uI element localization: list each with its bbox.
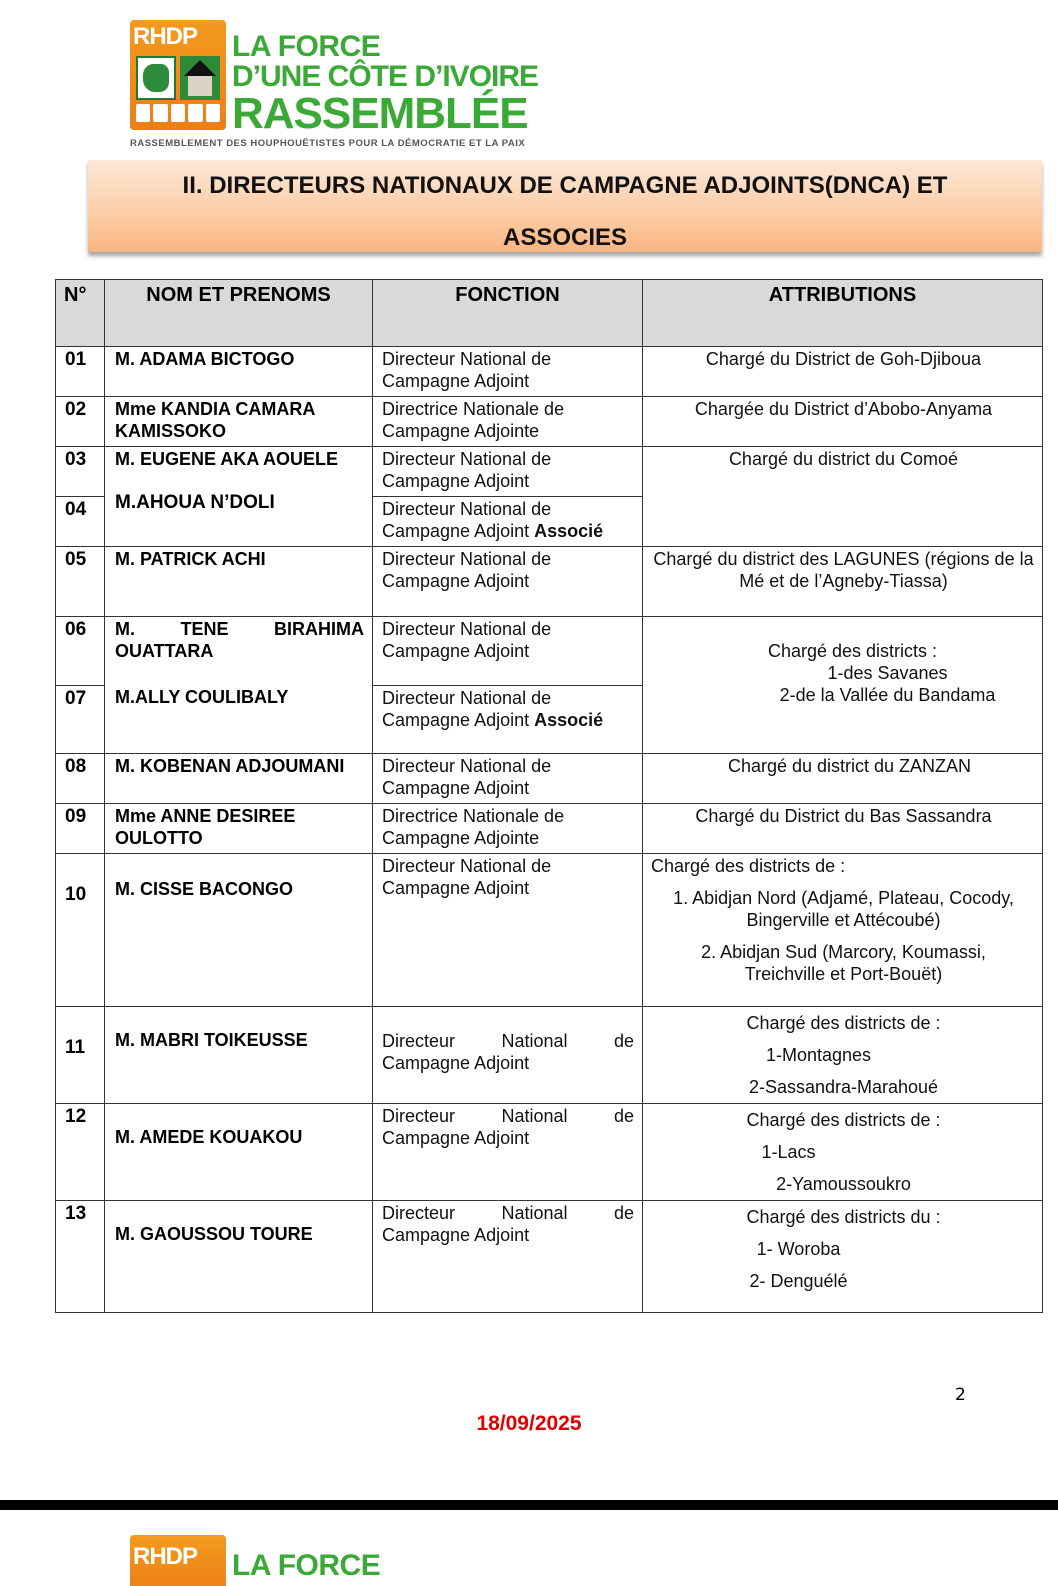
function-line: Campagne Adjoint	[382, 1225, 530, 1245]
function-line: Campagne Adjointe	[382, 421, 540, 441]
function-associate: Associé	[534, 710, 604, 730]
row-attribution	[643, 447, 1043, 547]
function-line: Campagne Adjoint	[382, 1053, 530, 1073]
party-emblems-icon	[136, 104, 220, 122]
function-line: Directeur National de	[382, 349, 552, 369]
function-line: Directeur National de	[382, 1106, 634, 1126]
row-number: 01	[56, 347, 105, 397]
attribution-line: 2-de la Vallée du Bandama	[779, 685, 996, 705]
slogan-line-3: RASSEMBLÉE	[232, 89, 528, 138]
row-function	[373, 397, 643, 447]
attribution-line: Chargé des districts de :	[651, 856, 846, 876]
function-line: Campagne Adjoint	[382, 778, 530, 798]
logo-subtitle: RASSEMBLEMENT DES HOUPHOUËTISTES POUR LA DÉMOCRATIE ET LA PAIX	[130, 138, 526, 149]
table-row	[56, 397, 1043, 447]
header-name: NOM ET PRENOMS	[105, 280, 373, 347]
attribution-line: Chargé des districts :	[767, 641, 938, 661]
function-line: Directeur National de	[382, 1031, 634, 1051]
function-line: Campagne Adjoint	[382, 878, 530, 898]
name-line: M. EUGENE AKA AOUELE	[115, 449, 339, 469]
row-name: Mme ANNE DESIREE OULOTTO	[105, 804, 373, 854]
row-function	[373, 754, 643, 804]
function-line: Directeur National de	[382, 499, 552, 519]
function-line: Directrice Nationale de	[382, 806, 565, 826]
name-line: M. TENE BIRAHIMA	[115, 619, 364, 639]
row-name: M. ADAMA BICTOGO	[105, 347, 373, 397]
page-number: 2	[955, 1385, 966, 1405]
function-line: Campagne Adjoint	[382, 571, 530, 591]
attribution-line: 2. Abidjan Sud (Marcory, Koumassi, Treichville et Port-Bouët)	[701, 942, 986, 984]
ivory-coast-map-icon	[136, 56, 176, 100]
function-line: Campagne Adjoint	[382, 371, 530, 391]
row-function	[373, 854, 643, 1007]
function-line: Directeur National de	[382, 688, 552, 708]
row-attribution: Chargée du District d’Abobo-Anyama	[643, 397, 1043, 447]
row-attribution	[643, 1201, 1043, 1313]
slogan-line-1: LA FORCE	[232, 30, 381, 63]
row-name: M. GAOUSSOU TOURE	[105, 1201, 373, 1313]
table-header-row	[56, 280, 1043, 347]
table-row	[56, 1201, 1043, 1313]
attribution-line: 1-Lacs	[761, 1142, 816, 1162]
row-name: M. KOBENAN ADJOUMANI	[105, 754, 373, 804]
row-number: 10	[56, 854, 105, 1007]
row-number: 12	[56, 1104, 105, 1201]
row-function	[373, 617, 643, 686]
row-name	[105, 447, 373, 547]
function-associate: Associé	[534, 521, 604, 541]
slogan-line-2: D’UNE CÔTE D’IVOIRE	[232, 60, 539, 93]
attribution-line: 1. Abidjan Nord (Adjamé, Plateau, Cocody, Bingerville et Attécoubé)	[673, 888, 1014, 930]
row-attribution: Chargé du district des LAGUNES (régions de la Mé et de l’Agneby-Tiassa)	[643, 547, 1043, 617]
row-function	[373, 804, 643, 854]
row-name	[105, 617, 373, 754]
function-line: Directeur National de	[382, 449, 552, 469]
row-number: 06	[56, 617, 105, 686]
row-attribution	[643, 854, 1043, 1007]
row-attribution: Chargé du District du Bas Sassandra	[643, 804, 1043, 854]
function-line: Campagne Adjoint	[382, 521, 530, 541]
row-function	[373, 686, 643, 754]
row-number: 05	[56, 547, 105, 617]
row-function	[373, 1104, 643, 1201]
function-line: Campagne Adjoint	[382, 641, 530, 661]
attribution-line: Chargé des districts du :	[746, 1207, 941, 1227]
row-attribution: Chargé du district du ZANZAN	[643, 754, 1043, 804]
row-number: 11	[56, 1007, 105, 1104]
function-line: Campagne Adjoint	[382, 471, 530, 491]
attribution-line: 2- Denguélé	[749, 1271, 848, 1291]
attribution-line: 1-Montagnes	[765, 1045, 872, 1065]
function-line: Campagne Adjoint	[382, 710, 530, 730]
row-function	[373, 547, 643, 617]
row-name: M. MABRI TOIKEUSSE	[105, 1007, 373, 1104]
row-name: M. PATRICK ACHI	[105, 547, 373, 617]
table-row	[56, 1007, 1043, 1104]
row-number: 09	[56, 804, 105, 854]
row-name: M. CISSE BACONGO	[105, 854, 373, 1007]
row-function	[373, 347, 643, 397]
header-attributions: ATTRIBUTIONS	[643, 280, 1043, 347]
table-row	[56, 547, 1043, 617]
row-function	[373, 1201, 643, 1313]
logo-badge	[130, 20, 226, 130]
header-number: N°	[56, 280, 105, 347]
section-title-banner	[88, 160, 1042, 252]
table-row	[56, 854, 1043, 1007]
attribution-line: 1- Woroba	[756, 1239, 841, 1259]
row-number: 02	[56, 397, 105, 447]
function-line: Campagne Adjointe	[382, 828, 540, 848]
next-page-logo-badge	[130, 1535, 226, 1586]
row-function	[373, 497, 643, 547]
directors-table	[55, 279, 1043, 1313]
row-number: 04	[56, 497, 105, 547]
attribution-line: Chargé des districts de :	[746, 1110, 941, 1130]
name-line: M.AHOUA N’DOLI	[115, 492, 275, 513]
row-name: Mme KANDIA CAMARA KAMISSOKO	[105, 397, 373, 447]
document-date: 18/09/2025	[476, 1412, 582, 1435]
next-page-slogan: LA FORCE	[232, 1549, 381, 1582]
row-function	[373, 447, 643, 497]
logo-slogan	[232, 32, 538, 136]
row-number: 13	[56, 1201, 105, 1313]
table-row	[56, 617, 1043, 686]
rhdp-logo	[130, 20, 550, 150]
name-line: OUATTARA	[115, 641, 214, 661]
function-line: Directeur National de	[382, 1203, 634, 1223]
row-attribution	[643, 617, 1043, 754]
hut-icon	[180, 56, 220, 100]
next-page-logo	[130, 1535, 430, 1586]
next-page-badge-text: RHDP	[133, 1543, 198, 1570]
attribution-line: 1-des Savanes	[827, 663, 948, 683]
table-row	[56, 447, 1043, 497]
section-title-line-2: ASSOCIES	[502, 224, 628, 251]
table-row	[56, 754, 1043, 804]
row-function	[373, 1007, 643, 1104]
attribution-line: 2-Yamoussoukro	[776, 1174, 911, 1194]
section-title-line-1: II. DIRECTEURS NATIONAUX DE CAMPAGNE ADJOINTS(DNCA) ET	[182, 172, 948, 199]
page-separator	[0, 1500, 1058, 1510]
name-line: M.ALLY COULIBALY	[115, 687, 289, 707]
table-row	[56, 1104, 1043, 1201]
row-attribution: Chargé du District de Goh-Djiboua	[643, 347, 1043, 397]
function-line: Directeur National de	[382, 756, 552, 776]
row-number: 03	[56, 447, 105, 497]
row-number: 08	[56, 754, 105, 804]
table-row	[56, 804, 1043, 854]
attribution-line: Chargé du district du Comoé	[728, 449, 959, 469]
function-line: Directeur National de	[382, 619, 552, 639]
row-number: 07	[56, 686, 105, 754]
header-function: FONCTION	[373, 280, 643, 347]
row-attribution	[643, 1104, 1043, 1201]
row-name: M. AMEDE KOUAKOU	[105, 1104, 373, 1201]
function-line: Directeur National de	[382, 856, 552, 876]
attribution-line: Chargé des districts de :	[746, 1013, 941, 1033]
function-line: Directeur National de	[382, 549, 552, 569]
row-attribution	[643, 1007, 1043, 1104]
function-line: Directrice Nationale de	[382, 399, 565, 419]
function-line: Campagne Adjoint	[382, 1128, 530, 1148]
logo-badge-text: RHDP	[133, 23, 198, 50]
attribution-line: 2-Sassandra-Marahoué	[748, 1077, 939, 1097]
table-row	[56, 347, 1043, 397]
